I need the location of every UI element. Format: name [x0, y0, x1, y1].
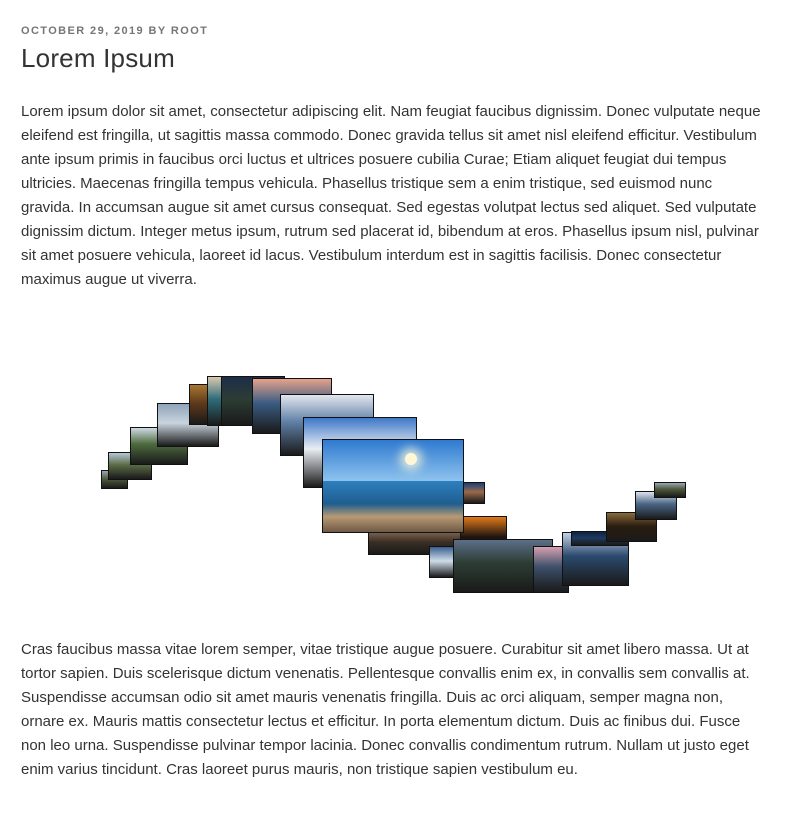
by-label: BY: [148, 25, 167, 37]
photo-rock-shore[interactable]: [461, 482, 485, 504]
post-title: Lorem Ipsum: [21, 43, 175, 73]
post-meta: [21, 25, 208, 37]
post-date-link[interactable]: OCTOBER 29, 2019: [21, 25, 145, 37]
photo-field-hills[interactable]: [654, 482, 686, 498]
author-link[interactable]: ROOT: [170, 25, 209, 37]
post-paragraph-2: Cras faucibus massa vitae lorem semper, vitae tristique augue posuere. Curabitur sit amet libero massa. Ut at tortor sapien. Duis scelerisque dictum venenatis. Pellentesque convallis enim ex, in convallis sem convallis at. Suspendisse accumsan odio sit amet mauris venenatis fringilla. Duis ac orci aliquam, semper magna non, ornare ex. Mauris mattis consectetur lectus et efficitur. In porta elementum dictum. Duis ac finibus dui. Fusce non leo urna. Suspendisse pulvinar tempor lacinia. Donec convallis condimentum rutrum. Nullam ut justo eget enim varius tincidunt. Cras laoreet purus mauris, non tristique sapien vestibulum eu.: [21, 641, 750, 778]
photo-coast-sun[interactable]: [322, 439, 464, 533]
post-paragraph-1: Lorem ipsum dolor sit amet, consectetur adipiscing elit. Nam feugiat faucibus dignissim. Donec vulputate neque eleifend est fringilla, ut sagittis massa commodo. Donec gravida tellus sit amet nisl eleifend efficitur. Vestibulum ante ipsum primis in faucibus orci luctus et ultrices posuere cubilia Curae; Etiam aliquet feugiat dui tempus ultricies. Maecenas fringilla tempus vehicula. Phasellus tristique sem a enim tristique, sed euismod nunc gravida. In accumsan augue sit amet cursus consequat. Sed egestas volutpat lectus sed aliquet. Sed vulputate dignissim dictum. Integer metus ipsum, rutrum sed placerat id, bibendum at eros. Phasellus ipsum nisl, pulvinar sit amet posuere vehicula, laoreet id lacus. Vestibulum interdum est in sagittis facilisis. Donec consectetur maximus augue ut viverra.: [21, 103, 761, 288]
photo-wave-gallery: [0, 370, 788, 600]
